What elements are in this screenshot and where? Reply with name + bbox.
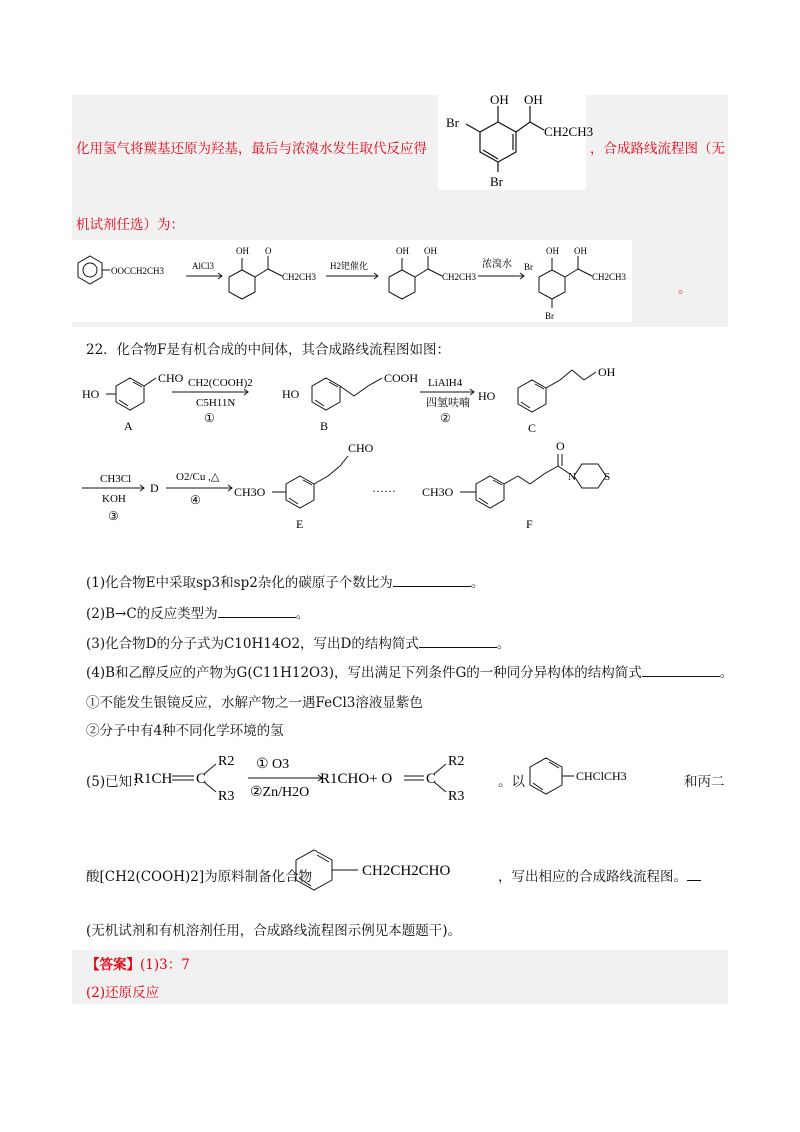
q5-reagent-label: CHClCH3 (576, 769, 627, 783)
q5-c: C (196, 771, 207, 787)
scheme-b-ho: HO (282, 387, 300, 401)
q5-line2-a: 酸[CH2(COOH)2]为原料制备化合物 (86, 869, 313, 885)
q5-r2b: R2 (448, 754, 465, 769)
route-br-1: Br (524, 262, 533, 272)
scheme-e-ch3o: CH3O (234, 485, 266, 499)
q5-known-reaction (132, 748, 502, 808)
route-arrow2-label: H2钯催化 (330, 261, 368, 271)
scheme-f-o: O (556, 439, 565, 453)
condition-2: ②分子中有4种不同化学环境的氢 (86, 723, 284, 739)
q5-reagent-structure (524, 754, 674, 800)
route-chain-1: CH2CH3 (282, 272, 317, 282)
condition-1: ①不能发生银镜反应，水解产物之一遇FeCl3溶液显紫色 (86, 695, 423, 711)
q5-arrow-bottom: ②Zn/H2O (250, 785, 310, 800)
synthesis-route-image (72, 240, 632, 322)
route-arrow1-label: AlCl3 (192, 261, 215, 271)
route-oh-1: OH (236, 246, 249, 256)
route-chain-2: CH2CH3 (442, 272, 477, 282)
route-o-1: O (265, 246, 272, 256)
question-stem: 22．化合物F是有机合成的中间体，其合成路线流程图如图： (86, 342, 451, 358)
scheme-label-c: C (528, 421, 537, 435)
scheme-f-s: S (604, 471, 611, 483)
route-arrow3-label: 浓溴水 (482, 259, 512, 270)
step1-top: CH2(COOH)2 (188, 377, 253, 389)
answer-2: (2)还原反应 (86, 985, 160, 1001)
scheme-a-ho: HO (82, 387, 100, 401)
scheme-f-n: N (568, 471, 576, 483)
step2-num: ② (440, 411, 451, 425)
q5-target-label: CH2CH2CHO (362, 863, 451, 879)
product-oh-2: OH (524, 92, 543, 107)
q5-prefix: (5)已知： (86, 774, 146, 790)
q5-target-structure (290, 846, 480, 898)
route-oh-4: OH (546, 246, 559, 256)
step2-top: LiAlH4 (428, 377, 463, 389)
route-start-label: OOCCH2CH3 (111, 266, 165, 276)
q5-product: R1CHO+ O (320, 771, 393, 787)
scheme-row1 (72, 360, 632, 440)
route-oh-5: OH (574, 246, 587, 256)
q5-line2-b: ，写出相应的合成路线流程图。 (498, 868, 701, 886)
dibromophenol-product-structure (438, 92, 594, 190)
step3-bottom: KOH (102, 493, 126, 505)
product-chain: CH2CH3 (544, 124, 594, 139)
q5-arrow-top: ① O3 (256, 757, 290, 772)
answer-line1: 化用氢气将羰基还原为羟基，最后与浓溴水发生取代反应得 (76, 141, 427, 157)
product-br-top: Br (446, 115, 459, 130)
q5-r1ch: R1CH (134, 771, 173, 787)
step1-bottom: C5H11N (196, 397, 236, 409)
product-oh-1: OH (490, 92, 509, 107)
q5-r2: R2 (218, 754, 235, 769)
answer-end-mark: 。 (678, 281, 692, 297)
route-chain-3: CH2CH3 (592, 272, 627, 282)
route-oh-2: OH (396, 246, 409, 256)
step3-top: CH3Cl (100, 473, 132, 485)
step3-num: ③ (108, 509, 119, 523)
scheme-label-b: B (320, 419, 329, 433)
scheme-dots: …… (372, 481, 396, 495)
answer-line2: 机试剂任选）为： (76, 217, 184, 233)
route-oh-3: OH (424, 246, 437, 256)
q5-r3b: R3 (448, 789, 465, 804)
scheme-label-f: F (526, 517, 533, 531)
step4-num: ④ (190, 493, 201, 507)
q1-text: (1)化合物E中采取sp3和sp2杂化的碳原子个数比为 。 (86, 575, 485, 591)
q5-line3: (无机试剂和有机溶剂任用，合成路线流程图示例见本题题干)。 (86, 923, 462, 939)
q5-c2: C (426, 771, 437, 787)
q2-text: (2)B→C的反应类型为 。 (86, 606, 310, 622)
q4-text: (4)B和乙醇反应的产物为G(C11H12O3)，写出满足下列条件G的一种同分异构体的结构简式 。 (86, 665, 734, 681)
scheme-row2 (72, 436, 632, 536)
q5-and: 和丙二 (684, 774, 725, 790)
scheme-c-ho: HO (478, 389, 496, 403)
scheme-f-ch3o: CH3O (422, 485, 454, 499)
step4-top: O2/Cu ,△ (176, 471, 220, 483)
route-br-2: Br (545, 311, 554, 321)
answer-1: 【答案】(1)3：7 (86, 957, 190, 973)
product-br-bottom: Br (490, 174, 503, 189)
scheme-e-cho: CHO (348, 441, 374, 455)
step2-bottom: 四氢呋喃 (426, 397, 470, 409)
scheme-b-cooh: COOH (384, 371, 419, 385)
scheme-c-oh: OH (598, 365, 616, 379)
answer-line1-tail: ，合成路线流程图（无 (590, 141, 725, 157)
scheme-label-a: A (124, 419, 133, 433)
q5-r3: R3 (218, 789, 235, 804)
scheme-d: D (150, 481, 159, 495)
scheme-a-cho: CHO (158, 371, 184, 385)
q3-text: (3)化合物D的分子式为C10H14O2，写出D的结构简式 。 (86, 636, 511, 652)
step1-num: ① (204, 411, 215, 425)
q5-mid: 。以 (498, 774, 525, 790)
scheme-label-e: E (296, 517, 304, 531)
